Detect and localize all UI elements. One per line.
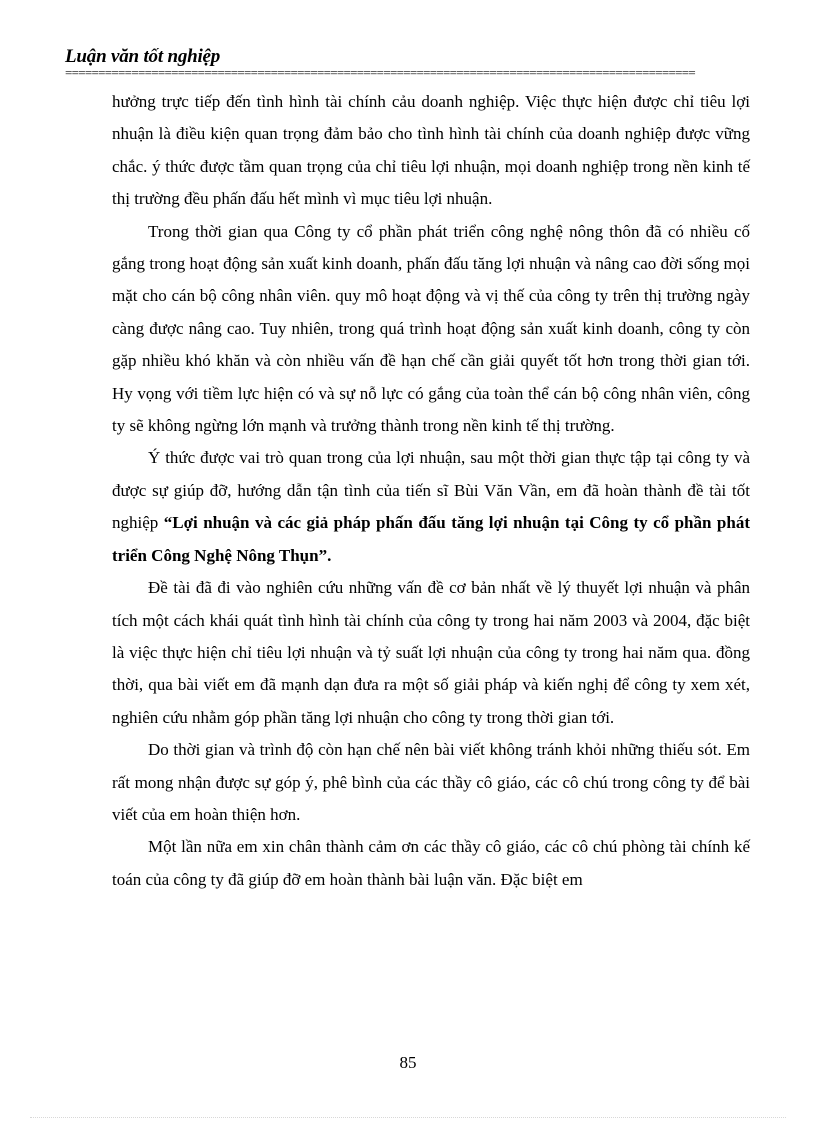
page-number: 85 [399,1053,417,1072]
running-header-title: Luận văn tốt nghiệp [65,46,221,67]
header-divider: =============================================================================================== [65,66,695,79]
page-bottom-border [30,1117,786,1118]
body-text [112,86,750,896]
paragraph: Do thời gian và trình độ còn hạn chế nên bài viết không tránh khỏi những thiếu sót. Em rất mong nhận được sự góp ý, phê bình của các thầy cô giáo, các cô chú trong công ty để bài viết của em hoàn thiện hơn. [112,740,750,824]
paragraph-continuation: hưởng trực tiếp đến tình hình tài chính cảu doanh nghiệp. Việc thực hiện được chỉ tiêu lợi nhuận là điều kiện quan trọng đảm bảo cho tình hình tài chính của doanh nghiệp được vững chắc. ý thức được tầm quan trọng của chỉ tiêu lợi nhuận, mọi doanh nghiệp trong nền kinh tế thị trường đều phấn đấu hết mình vì mục tiêu lợi nhuận. [112,92,750,209]
paragraph: Đề tài đã đi vào nghiên cứu những vấn đề cơ bản nhất về lý thuyết lợi nhuận và phân tích một cách khái quát tình hình tài chính của công ty trong hai năm 2003 và 2004, đặc biệt là việc thực hiện chỉ tiêu lợi nhuận và tỷ suất lợi nhuận của công ty trong hai năm qua. đồng thời, qua bài viết em đã mạnh dạn đưa ra một số giải pháp và kiến nghị để công ty xem xét, nghiên cứu nhằm góp phần tăng lợi nhuận cho công ty trong thời gian tới. [112,578,750,727]
paragraph: Trong thời gian qua Công ty cổ phần phát triển công nghệ nông thôn đã có nhiều cố gắng trong hoạt động sản xuất kinh doanh, phấn đấu tăng lợi nhuận và nâng cao đời sống mọi mặt cho cán bộ công nhân viên. quy mô hoạt động và vị thế của công ty trên thị trường ngày càng được nâng cao. Tuy nhiên, trong quá trình hoạt động sản xuất kinh doanh, công ty còn gặp nhiều khó khăn và còn nhiều vấn đề hạn chế cần giải quyết tốt hơn trong thời gian tới. Hy vọng với tiềm lực hiện có và sự nỗ lực có gắng của toàn thể cán bộ công nhân viên, công ty sẽ không ngừng lớn mạnh và trưởng thành trong nền kinh tế thị trường. [112,221,750,436]
thesis-title: “Lợi nhuận và các giả pháp phấn đấu tăng lợi nhuận tại Công ty cổ phần phát triển Công Nghệ Nông Thụn”. [112,513,750,565]
paragraph-text: Ý thức được vai trò quan trong của lợi nhuận, sau một thời gian thực tập tại công ty và được sự giúp đỡ, hướng dẫn tận tình của tiến sĩ Bùi Văn Vần, em đã hoàn thành đề tài tốt nghiệp [112,448,750,533]
paragraph-thesis-topic [112,442,750,572]
paragraph: Một lần nữa em xin chân thành cảm ơn các thầy cô giáo, các cô chú phòng tài chính kế toán của công ty đã giúp đỡ em hoàn thành bài luận văn. Đặc biệt em [112,837,750,889]
